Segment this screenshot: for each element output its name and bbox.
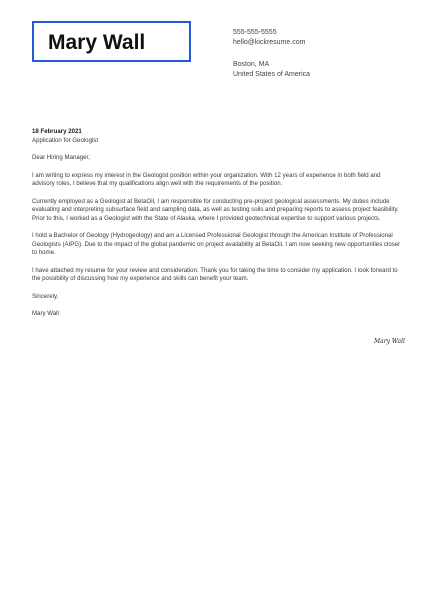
name-box: [32, 21, 191, 62]
letter-body: [32, 128, 404, 328]
phone-number: 555-555-5555: [233, 29, 277, 36]
city-state: Boston, MA: [233, 61, 270, 68]
letter-date: 18 February 2021: [32, 128, 82, 135]
letter-subject: Application for Geologist: [32, 136, 99, 144]
signer-name: Mary Wall: [32, 310, 59, 317]
closing: Sincerely,: [32, 292, 59, 300]
paragraph-1: I am writing to express my interest in the Geologist position within your organization. With 12 years of experience in both field and advisory roles, I believe that my qualifications align well with the requirements of the position.: [32, 171, 381, 187]
paragraph-3: I hold a Bachelor of Geology (Hydrogeology) and am a Licensed Professional Geologist through the American Institute of Professional Geologists (AIPG). Due to the impact of the global pandemic on project availability at BetaOil, I am now seeking new opportunities closer to home.: [32, 232, 401, 256]
contact-block: [233, 28, 310, 80]
email-address: hello@kickresume.com: [233, 39, 306, 46]
paragraph-2: Currently employed as a Geologist at BetaOil, I am responsible for conducting pre-project geological assessments. My duties include evaluating and interpreting subsurface field and sampling data, as well as testing soils and preparing reports to assess project feasibility. Prior to this, I worked as a Geologist with the State of Alaska, where I provided geotechnical expertise to support various projects.: [32, 197, 399, 222]
handwritten-signature: Mary Wall: [374, 338, 405, 345]
applicant-name: Mary Wall: [48, 31, 146, 54]
greeting: Dear Hiring Manager,: [32, 154, 90, 161]
country: United States of America: [233, 71, 311, 78]
paragraph-4: I have attached my resume for your review and consideration. Thank you for taking the time to consider my application. I look forward to the possibility of discussing how my experience and skills can benefit your team.: [32, 266, 398, 282]
